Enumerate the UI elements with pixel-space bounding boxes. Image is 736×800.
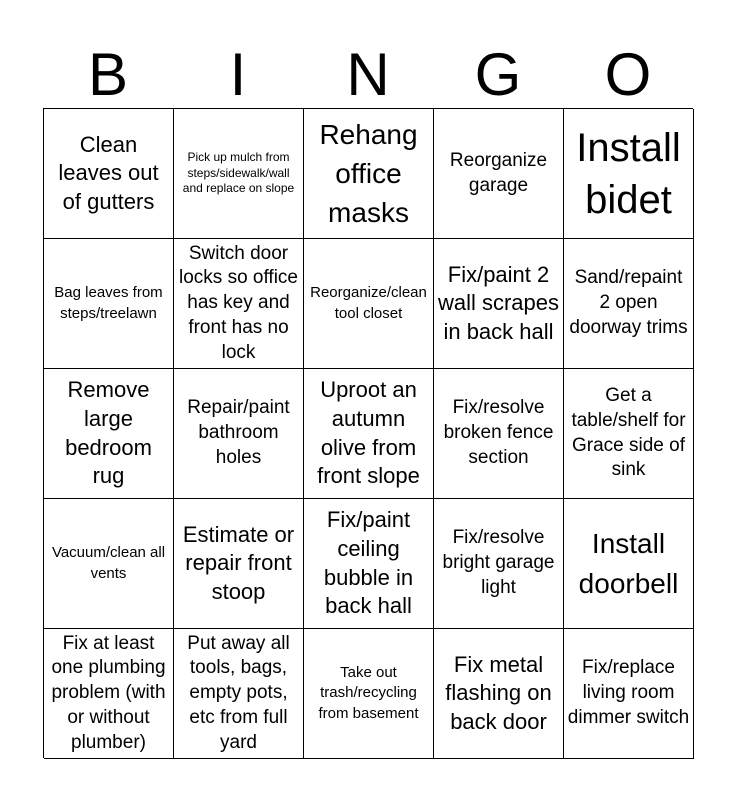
bingo-cell[interactable]: Uproot an autumn olive from front slope [304, 369, 434, 499]
bingo-cell[interactable]: Get a table/shelf for Grace side of sink [564, 369, 694, 499]
bingo-card [43, 108, 693, 758]
bingo-cell[interactable]: Take out trash/recycling from basement [304, 629, 434, 759]
header-letter-n: N [346, 41, 390, 108]
header-letter-o: O [604, 41, 652, 108]
bingo-cell[interactable]: Vacuum/clean all vents [44, 499, 174, 629]
bingo-cell[interactable]: Repair/paint bathroom holes [174, 369, 304, 499]
bingo-cell[interactable]: Rehang office masks [304, 109, 434, 239]
bingo-cell[interactable]: Install doorbell [564, 499, 694, 629]
bingo-cell[interactable]: Pick up mulch from steps/sidewalk/wall and replace on slope [174, 109, 304, 239]
bingo-cell[interactable]: Fix at least one plumbing problem (with or without plumber) [44, 629, 174, 759]
bingo-cell[interactable]: Fix metal flashing on back door [434, 629, 564, 759]
bingo-cell[interactable]: Switch door locks so office has key and front has no lock [174, 239, 304, 369]
bingo-cell[interactable]: Reorganize/clean tool closet [304, 239, 434, 369]
header-letter-b: B [87, 41, 129, 108]
bingo-cell[interactable]: Sand/repaint 2 open doorway trims [564, 239, 694, 369]
bingo-cell[interactable]: Fix/resolve bright garage light [434, 499, 564, 629]
bingo-header [43, 42, 693, 108]
bingo-cell[interactable]: Fix/resolve broken fence section [434, 369, 564, 499]
bingo-cell[interactable]: Reorganize garage [434, 109, 564, 239]
bingo-cell[interactable]: Clean leaves out of gutters [44, 109, 174, 239]
bingo-cell[interactable]: Fix/replace living room dimmer switch [564, 629, 694, 759]
bingo-cell[interactable]: Estimate or repair front stoop [174, 499, 304, 629]
bingo-cell[interactable]: Bag leaves from steps/treelawn [44, 239, 174, 369]
bingo-cell[interactable]: Put away all tools, bags, empty pots, etc from full yard [174, 629, 304, 759]
header-letter-g: G [474, 41, 522, 108]
bingo-cell[interactable]: Remove large bedroom rug [44, 369, 174, 499]
bingo-cell[interactable]: Fix/paint ceiling bubble in back hall [304, 499, 434, 629]
bingo-cell[interactable]: Fix/paint 2 wall scrapes in back hall [434, 239, 564, 369]
bingo-cell[interactable]: Install bidet [564, 109, 694, 239]
header-letter-i: I [229, 41, 247, 108]
